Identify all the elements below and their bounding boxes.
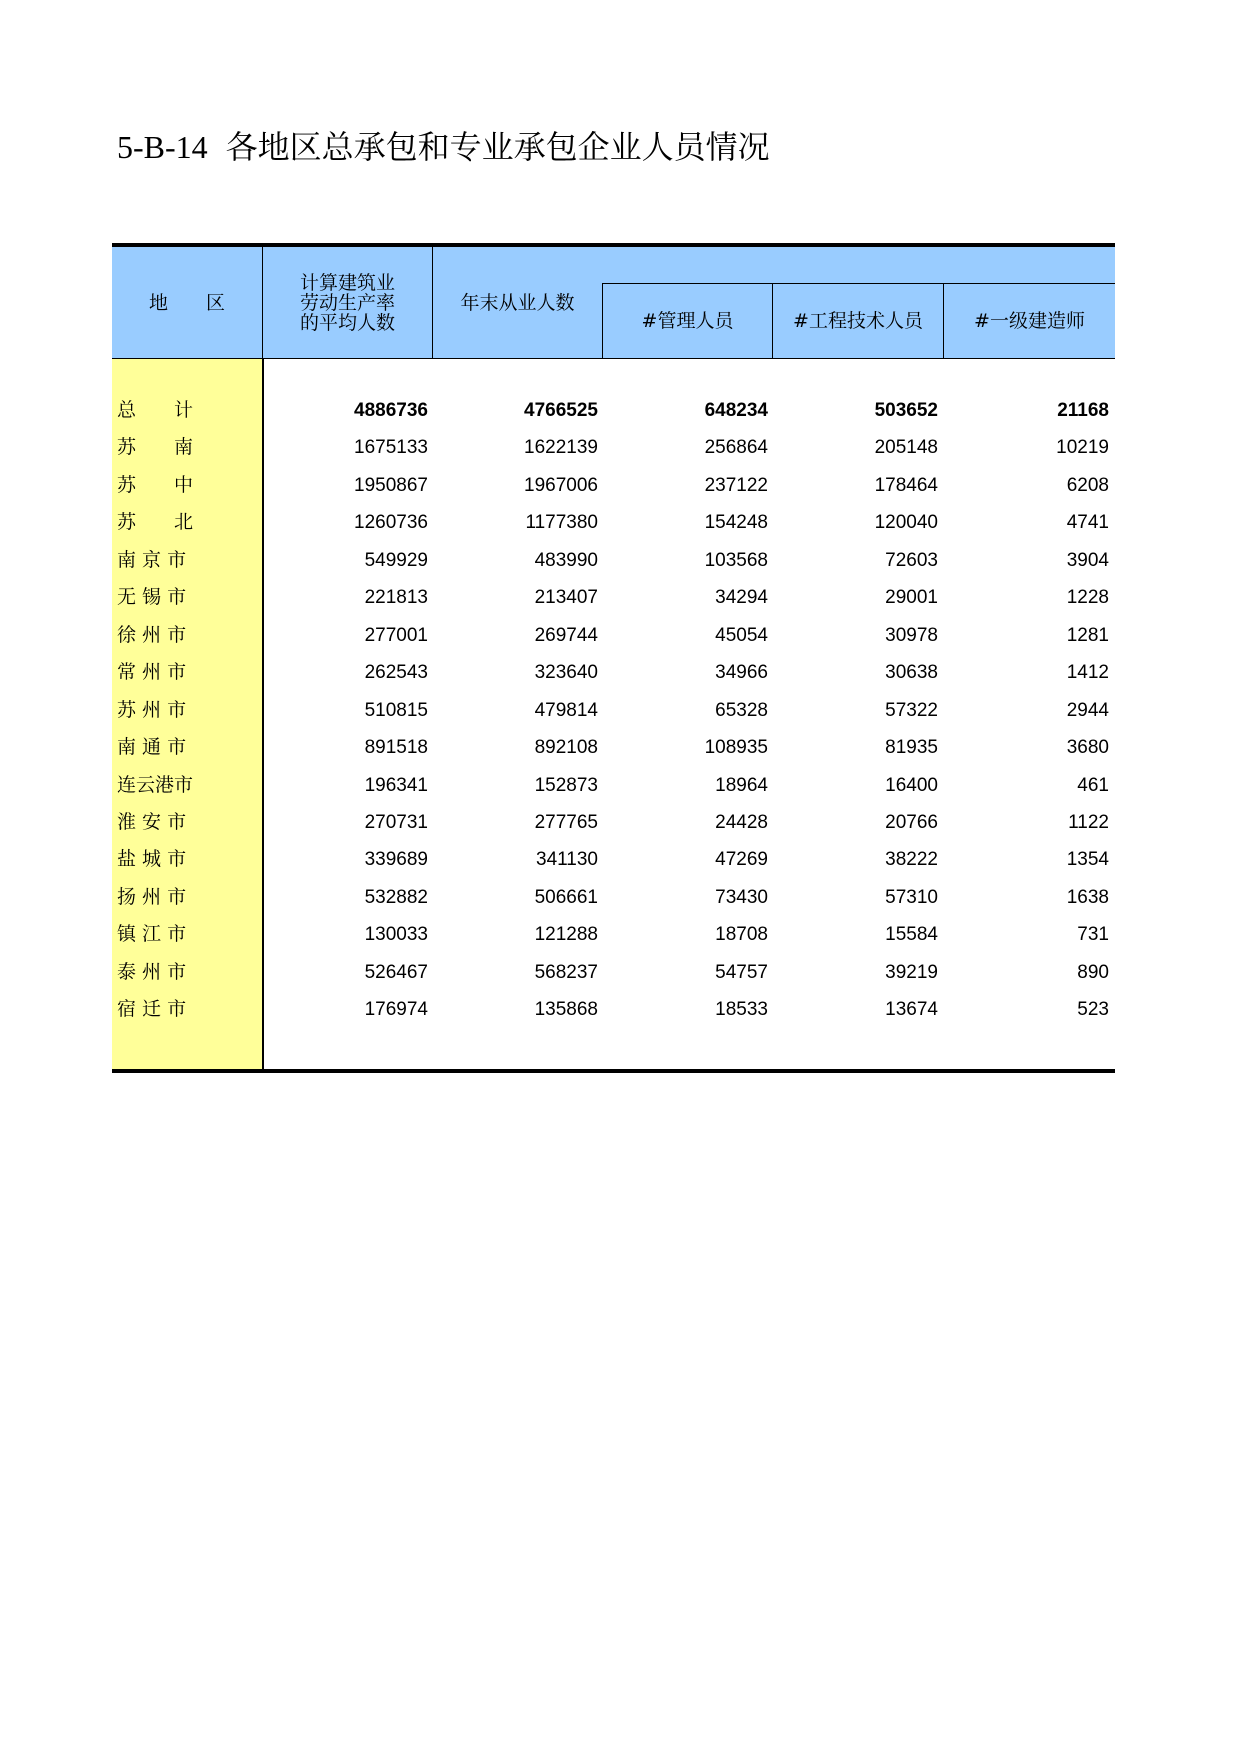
cell-builder: 1281 <box>1066 624 1109 646</box>
cell-eng: 178464 <box>874 474 938 496</box>
region-name: 泰 州 市 <box>117 960 187 983</box>
table-row <box>112 542 1115 579</box>
region-name: 苏 北 <box>117 511 194 534</box>
cell-year-end: 121288 <box>534 924 598 946</box>
region-name: 苏 州 市 <box>117 698 187 721</box>
cell-builder: 6208 <box>1066 474 1109 496</box>
cell-avg: 339689 <box>364 849 428 871</box>
cell-year-end: 1177380 <box>525 512 598 534</box>
cell-mgmt: 18708 <box>715 924 768 946</box>
cell-avg: 1675133 <box>354 437 428 459</box>
table-title-text: 各地区总承包和专业承包企业人员情况 <box>225 128 770 166</box>
cell-eng: 29001 <box>885 587 938 609</box>
cell-builder: 4741 <box>1066 512 1109 534</box>
region-name: 苏 南 <box>117 436 194 459</box>
cell-eng: 503652 <box>874 400 938 421</box>
cell-mgmt: 45054 <box>715 624 768 646</box>
cell-builder: 1228 <box>1066 587 1109 609</box>
table-row <box>112 654 1115 691</box>
cell-avg: 526467 <box>364 961 428 983</box>
cell-avg: 510815 <box>364 699 428 721</box>
header-region: 地 区 <box>148 292 225 314</box>
cell-year-end: 1967006 <box>524 474 598 496</box>
cell-avg: 1260736 <box>354 512 428 534</box>
cell-eng: 81935 <box>885 737 938 759</box>
cell-avg: 196341 <box>364 774 428 796</box>
table-row <box>112 692 1115 729</box>
page-title <box>117 122 770 168</box>
cell-avg: 277001 <box>364 624 428 646</box>
region-name: 无 锡 市 <box>117 586 187 609</box>
region-name: 宿 迁 市 <box>117 998 187 1021</box>
table-row <box>112 804 1115 841</box>
header-avg-count-line3: 的平均人数 <box>299 312 395 334</box>
table-row <box>112 579 1115 616</box>
cell-builder: 2944 <box>1066 699 1109 721</box>
table-row <box>112 841 1115 878</box>
region-name: 连云港市 <box>117 773 194 796</box>
cell-avg: 130033 <box>364 924 428 946</box>
region-name: 徐 州 市 <box>117 623 187 646</box>
cell-builder: 731 <box>1077 924 1109 946</box>
cell-year-end: 483990 <box>534 549 598 571</box>
cell-mgmt: 34294 <box>715 587 768 609</box>
cell-builder: 1638 <box>1066 886 1109 908</box>
cell-mgmt: 108935 <box>704 737 768 759</box>
cell-avg: 549929 <box>364 549 428 571</box>
header-first-class-builder: #一级建造师 <box>974 310 1085 332</box>
header-engineering: #工程技术人员 <box>793 310 923 332</box>
table-code: 5-B-14 <box>117 129 208 165</box>
cell-year-end: 277765 <box>534 811 598 833</box>
table-row <box>112 916 1115 953</box>
cell-year-end: 506661 <box>534 886 598 908</box>
region-name: 南 通 市 <box>117 736 187 759</box>
cell-builder: 461 <box>1077 774 1109 796</box>
cell-avg: 532882 <box>364 886 428 908</box>
cell-year-end: 568237 <box>534 961 598 983</box>
cell-avg: 221813 <box>364 587 428 609</box>
region-name: 淮 安 市 <box>117 810 187 833</box>
table-bottom-rule <box>112 1069 1115 1073</box>
cell-mgmt: 648234 <box>704 400 768 421</box>
cell-year-end: 892108 <box>534 737 598 759</box>
region-name: 盐 城 市 <box>117 848 187 871</box>
cell-year-end: 213407 <box>534 587 598 609</box>
table-row <box>112 617 1115 654</box>
header-year-end: 年末从业人数 <box>460 292 575 314</box>
table-row <box>112 767 1115 804</box>
cell-builder: 1354 <box>1066 849 1109 871</box>
cell-eng: 120040 <box>874 512 938 534</box>
cell-year-end: 4766525 <box>524 400 598 421</box>
cell-builder: 890 <box>1077 961 1109 983</box>
table-row <box>112 429 1115 466</box>
cell-eng: 57310 <box>885 886 938 908</box>
cell-mgmt: 54757 <box>715 961 768 983</box>
cell-mgmt: 18964 <box>715 774 768 796</box>
region-name: 南 京 市 <box>117 548 187 571</box>
cell-eng: 30638 <box>885 662 938 684</box>
cell-eng: 205148 <box>874 437 938 459</box>
cell-eng: 57322 <box>885 699 938 721</box>
cell-avg: 262543 <box>364 662 428 684</box>
header-avg-count <box>263 247 432 359</box>
cell-builder: 21168 <box>1057 400 1109 421</box>
region-name: 总 计 <box>117 399 194 421</box>
cell-avg: 270731 <box>364 811 428 833</box>
table-row <box>112 879 1115 916</box>
region-name: 镇 江 市 <box>117 923 187 946</box>
cell-avg: 4886736 <box>354 400 428 421</box>
cell-eng: 13674 <box>885 999 938 1021</box>
region-name: 扬 州 市 <box>117 885 187 908</box>
cell-builder: 1412 <box>1066 662 1109 684</box>
cell-year-end: 341130 <box>536 849 598 871</box>
cell-builder: 523 <box>1077 999 1109 1021</box>
cell-eng: 15584 <box>885 924 938 946</box>
cell-eng: 16400 <box>885 774 938 796</box>
cell-eng: 30978 <box>885 624 938 646</box>
cell-builder: 1122 <box>1068 811 1109 833</box>
cell-eng: 72603 <box>885 549 938 571</box>
table-row <box>112 954 1115 991</box>
cell-avg: 891518 <box>364 737 428 759</box>
header-avg-count-line1: 计算建筑业 <box>299 272 395 294</box>
cell-avg: 1950867 <box>354 474 428 496</box>
region-name: 常 州 市 <box>117 661 187 684</box>
header-avg-count-line2: 劳动生产率 <box>299 292 395 314</box>
table-row <box>112 392 1115 429</box>
table-row <box>112 729 1115 766</box>
cell-mgmt: 18533 <box>715 999 768 1021</box>
cell-eng: 38222 <box>885 849 938 871</box>
cell-year-end: 269744 <box>534 624 598 646</box>
cell-mgmt: 154248 <box>704 512 768 534</box>
cell-eng: 39219 <box>885 961 938 983</box>
table-row <box>112 991 1115 1028</box>
cell-builder: 10219 <box>1056 437 1109 459</box>
cell-mgmt: 65328 <box>715 699 768 721</box>
cell-year-end: 479814 <box>534 699 598 721</box>
cell-eng: 20766 <box>885 811 938 833</box>
cell-mgmt: 256864 <box>704 437 768 459</box>
cell-mgmt: 237122 <box>704 474 768 496</box>
cell-year-end: 135868 <box>534 999 598 1021</box>
cell-year-end: 323640 <box>534 662 598 684</box>
cell-year-end: 1622139 <box>524 437 598 459</box>
cell-year-end: 152873 <box>534 774 598 796</box>
cell-mgmt: 34966 <box>715 662 768 684</box>
table-row <box>112 504 1115 541</box>
header-management: #管理人员 <box>641 310 734 332</box>
region-name: 苏 中 <box>117 473 194 496</box>
cell-avg: 176974 <box>364 999 428 1021</box>
cell-mgmt: 24428 <box>715 811 768 833</box>
cell-mgmt: 103568 <box>704 549 768 571</box>
cell-mgmt: 73430 <box>715 886 768 908</box>
cell-builder: 3680 <box>1066 737 1109 759</box>
table-row <box>112 467 1115 504</box>
cell-builder: 3904 <box>1066 549 1109 571</box>
cell-mgmt: 47269 <box>715 849 768 871</box>
